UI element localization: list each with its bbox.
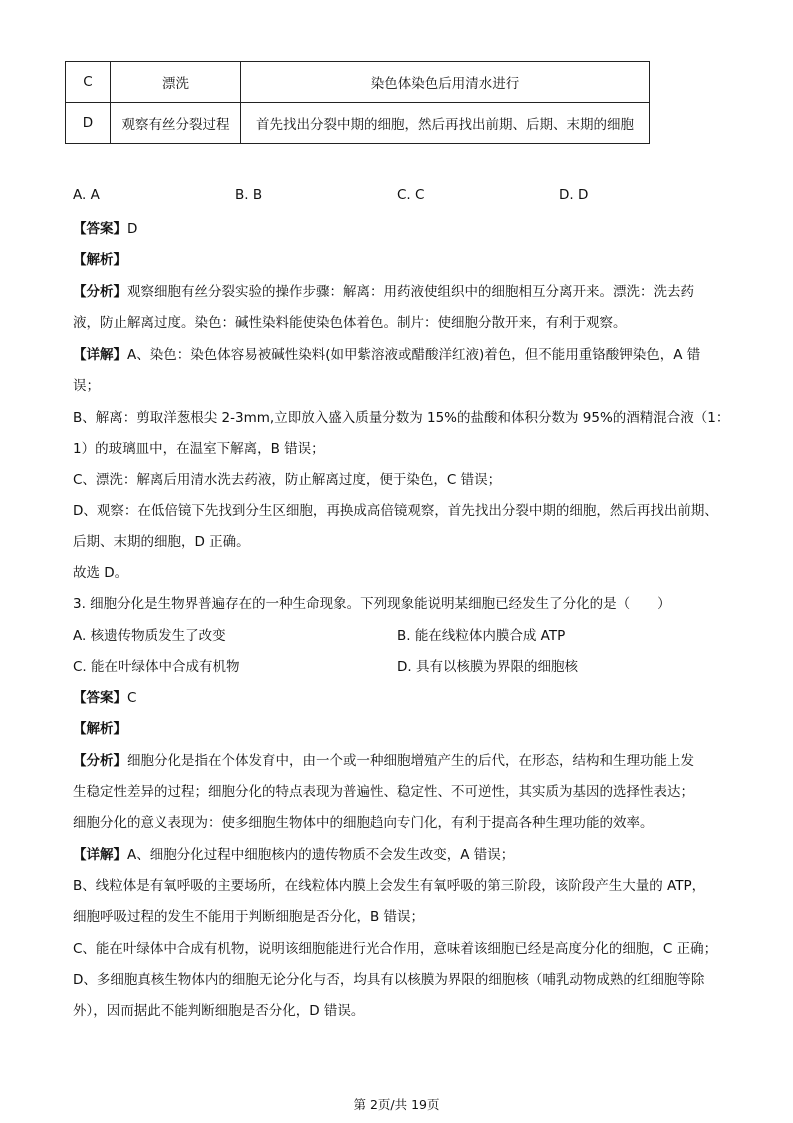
- q2-xiangjie-line: 后期、末期的细胞，D 正确。: [73, 534, 250, 550]
- q3-fenxi-line: 细胞分化的意义表现为：使多细胞生物体中的细胞趋向专门化，有利于提高各种生理功能的效率。: [73, 815, 654, 831]
- q3-xiangjie-line: 细胞呼吸过程的发生不能用于判断细胞是否分化，B 错误；: [73, 909, 425, 925]
- step-name: 漂洗: [111, 62, 241, 103]
- q3-answer: [73, 686, 136, 706]
- xiangjie-tag: 【详解】: [73, 347, 127, 363]
- fenxi-text: 观察细胞有丝分裂实验的操作步骤：解离：用药液使组织中的细胞相互分离开来。漂洗：洗去药: [127, 284, 694, 300]
- q3-option-b: B. 能在线粒体内膜合成 ATP: [397, 628, 566, 644]
- q3-analysis-tag: 【解析】: [73, 721, 127, 737]
- q3-xiangjie-line: B、线粒体是有氧呼吸的主要场所，在线粒体内膜上会发生有氧呼吸的第三阶段，该阶段产生大量的 ATP，: [73, 878, 706, 894]
- q2-analysis-tag: 【解析】: [73, 252, 127, 268]
- option-letter: C: [66, 62, 111, 103]
- fenxi-text: 细胞分化是指在个体发育中，由一个或一种细胞增殖产生的后代，在形态，结构和生理功能上发: [127, 753, 694, 769]
- step-detail: 染色体染色后用清水进行: [241, 62, 650, 103]
- fenxi-tag: 【分析】: [73, 753, 127, 769]
- q3-xiangjie: [73, 843, 514, 863]
- q3-fenxi-line: 生稳定性差异的过程；细胞分化的特点表现为普遍性、稳定性、不可逆性，其实质为基因的选择性表达；: [73, 784, 694, 800]
- q3-option-d: D. 具有以核膜为界限的细胞核: [397, 659, 578, 675]
- q2-xiangjie: [73, 343, 700, 363]
- answer-tag: 【答案】: [73, 690, 127, 706]
- answer-value: D: [127, 221, 138, 237]
- xiangjie-tag: 【详解】: [73, 847, 127, 863]
- table-row: [66, 62, 650, 103]
- options-table: [65, 61, 650, 144]
- q3-xiangjie-line: 外），因而据此不能判断细胞是否分化，D 错误。: [73, 1003, 365, 1019]
- q3-fenxi: [73, 749, 694, 769]
- q2-answer: [73, 217, 137, 237]
- q2-xiangjie-line: B、解离：剪取洋葱根尖 2-3mm,立即放入盛入质量分数为 15%的盐酸和体积分数为 95%的酒精混合液（1：: [73, 410, 730, 426]
- answer-value: C: [127, 690, 137, 706]
- q2-xiangjie-line: C、漂洗：解离后用清水洗去药液，防止解离过度，便于染色，C 错误；: [73, 472, 502, 488]
- q2-xiangjie-line: 1）的玻璃皿中，在温室下解离，B 错误；: [73, 441, 325, 457]
- q3-xiangjie-line: C、能在叶绿体中合成有机物，说明该细胞能进行光合作用，意味着该细胞已经是高度分化的细胞，C 正确；: [73, 941, 718, 957]
- fenxi-tag: 【分析】: [73, 284, 127, 300]
- q2-xiangjie-line: 误；: [73, 378, 100, 394]
- step-detail: 首先找出分裂中期的细胞，然后再找出前期、后期、末期的细胞: [241, 103, 650, 144]
- q2-fenxi-line: 液，防止解离过度。染色：碱性染料能使染色体着色。制片：使细胞分散开来，有利于观察。: [73, 315, 627, 331]
- q2-option-b: B. B: [235, 187, 263, 203]
- q3-option-a: A. 核遗传物质发生了改变: [73, 628, 226, 644]
- option-letter: D: [66, 103, 111, 144]
- q2-xiangjie-line: D、观察：在低倍镜下先找到分生区细胞，再换成高倍镜观察，首先找出分裂中期的细胞，然后再找出前期、: [73, 503, 718, 519]
- table-row: [66, 103, 650, 144]
- xiangjie-text: A、染色：染色体容易被碱性染料(如甲紫溶液或醋酸洋红液)着色，但不能用重铬酸钾染色，A 错: [127, 347, 701, 363]
- step-name: 观察有丝分裂过程: [111, 103, 241, 144]
- q2-option-d: D. D: [559, 187, 589, 203]
- q3-stem: 3. 细胞分化是生物界普遍存在的一种生命现象。下列现象能说明某细胞已经发生了分化的是（ ）: [73, 596, 671, 612]
- q3-xiangjie-line: D、多细胞真核生物体内的细胞无论分化与否，均具有以核膜为界限的细胞核（哺乳动物成熟的红细胞等除: [73, 972, 705, 988]
- xiangjie-text: A、细胞分化过程中细胞核内的遗传物质不会发生改变，A 错误；: [127, 847, 515, 863]
- page-footer: 第 2页/共 19页: [353, 1097, 440, 1112]
- q2-option-a: A. A: [73, 187, 100, 203]
- q2-option-c: C. C: [397, 187, 425, 203]
- q2-fenxi: [73, 280, 694, 300]
- answer-tag: 【答案】: [73, 221, 127, 237]
- q2-conclusion: 故选 D。: [73, 565, 129, 581]
- q3-option-c: C. 能在叶绿体中合成有机物: [73, 659, 240, 675]
